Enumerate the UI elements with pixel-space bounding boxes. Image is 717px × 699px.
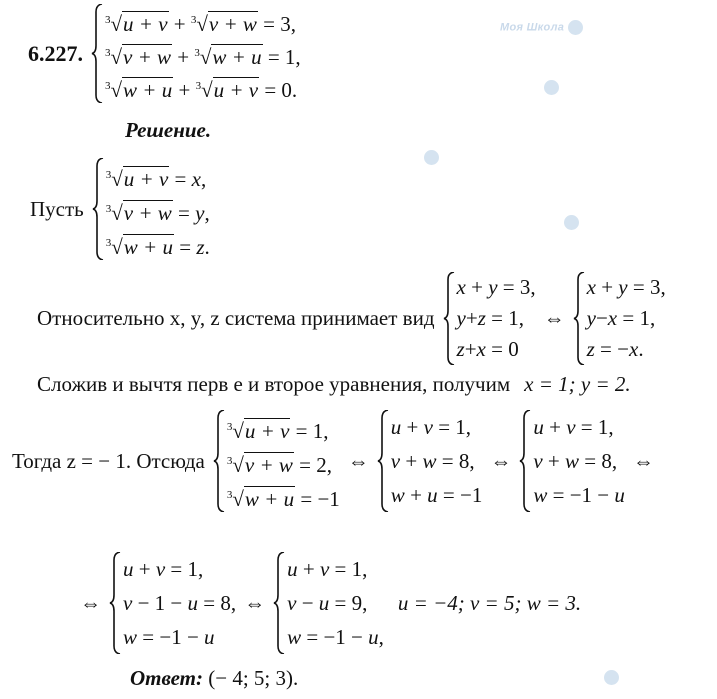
cube-root — [194, 37, 262, 74]
equation-text: . — [204, 235, 210, 259]
equation-text: = 8, — [198, 591, 237, 615]
equation-text: + — [543, 415, 567, 439]
equation-text: = 9, — [329, 591, 368, 615]
radicand: w + u — [123, 235, 173, 259]
then-system-2 — [377, 410, 483, 512]
then-system-3 — [519, 410, 625, 512]
equation-line — [106, 192, 210, 226]
equivalence-icon: ⇔ — [244, 590, 266, 615]
root-index: 3 — [105, 80, 111, 92]
variable: u — [390, 415, 402, 439]
watermark-brand: Моя Школа — [500, 21, 565, 34]
answer-label: Ответ: — [130, 666, 203, 690]
equation-lines — [587, 272, 666, 365]
equation-line — [457, 272, 536, 303]
then-row — [12, 410, 654, 512]
variable: x — [607, 306, 618, 330]
equation-text: = 2, — [293, 453, 333, 477]
watermark-logo-icon — [424, 150, 439, 165]
equation-line — [391, 410, 483, 444]
equation-line — [123, 620, 236, 654]
equation-line — [533, 444, 625, 478]
relative-text: Относительно x, y, z система принимает вид — [37, 306, 435, 330]
root-index: 3 — [105, 169, 112, 181]
equation-text: = 1, — [485, 306, 524, 330]
root-index: 3 — [226, 489, 233, 501]
final-result: u = −4; v = 5; w = 3. — [397, 590, 582, 615]
equation-text: + — [173, 78, 196, 102]
equation-text: + — [400, 449, 423, 473]
equation-text: = 0 — [485, 337, 519, 361]
brace-icon — [573, 272, 585, 365]
equation-text: + — [464, 337, 477, 361]
equation-lines — [227, 410, 340, 512]
radicand: v + w — [208, 12, 257, 36]
variable: x — [586, 275, 596, 299]
cube-root — [105, 70, 173, 107]
equation-line — [457, 303, 536, 334]
equation-line — [587, 303, 666, 334]
radicand: u + v — [123, 167, 169, 191]
brace-icon — [91, 4, 103, 103]
variable: v — [123, 591, 133, 615]
variable: x — [456, 275, 466, 299]
equation-text: = 0. — [259, 78, 298, 102]
equation-text: = 8, — [436, 449, 475, 473]
equation-lines — [391, 410, 483, 512]
equivalence-icon: ⇔ — [347, 448, 369, 473]
brace-icon — [519, 410, 531, 512]
equation-text: = 1, — [329, 557, 368, 581]
relative-system-2 — [573, 272, 666, 365]
equation-line — [391, 478, 483, 512]
equation-text: + — [168, 12, 191, 36]
solution-heading: Решение. — [125, 118, 212, 142]
then-text: Тогда z = − 1. Отсюда — [12, 448, 205, 473]
equation-lines — [105, 4, 301, 103]
equation-line — [106, 158, 210, 192]
equation-text: = 1, — [262, 45, 301, 69]
equation-text: + — [595, 275, 619, 299]
equation-text: + — [404, 483, 428, 507]
equation-text: = 8, — [579, 449, 618, 473]
variable: z — [196, 235, 205, 259]
variable: u — [614, 483, 625, 507]
variable: u — [287, 557, 298, 581]
equivalence-icon: ⇔ — [632, 448, 654, 473]
equation-line — [287, 552, 384, 586]
brace-icon — [443, 272, 455, 365]
substitution-label: Пусть — [30, 196, 84, 221]
watermark-logo-icon — [564, 215, 579, 230]
brace-icon — [213, 410, 225, 512]
equivalence-icon: ⇔ — [80, 590, 101, 615]
variable: y — [618, 275, 628, 299]
equation-text: = 3, — [497, 275, 536, 299]
variable: y — [586, 306, 596, 330]
variable: u — [318, 591, 330, 615]
equation-line — [227, 410, 340, 444]
radical-icon: √ — [111, 201, 123, 225]
watermark — [420, 150, 443, 165]
problem-row — [28, 4, 301, 103]
equation-text: − — [296, 591, 319, 615]
substitution-system — [92, 158, 210, 260]
equation-line — [105, 37, 301, 70]
equation-line — [106, 226, 210, 260]
watermark — [560, 215, 583, 230]
variable: y — [195, 201, 205, 225]
equation-text: + — [465, 306, 478, 330]
watermark-logo-icon — [544, 80, 559, 95]
watermark — [540, 80, 563, 95]
variable: z — [456, 337, 465, 361]
equation-text: = 1, — [432, 415, 472, 439]
radicand: w + u — [123, 78, 173, 102]
cube-root — [227, 478, 295, 516]
combine-text: Сложив и вычтя перв е и второе уравнения, получим — [37, 372, 511, 396]
variable: u — [427, 483, 438, 507]
problem-number: 6.227. — [28, 40, 83, 66]
radical-icon: √ — [232, 487, 244, 511]
root-index: 3 — [105, 203, 112, 215]
equation-line — [587, 334, 666, 365]
radicand: u + v — [123, 12, 168, 36]
radical-icon: √ — [110, 12, 123, 36]
variable: v — [533, 449, 543, 473]
equation-line — [287, 586, 384, 620]
watermark — [600, 670, 623, 685]
equation-text: + — [401, 415, 424, 439]
variable: w — [287, 625, 302, 649]
radicand: v + w — [123, 45, 172, 69]
equation-text: = −1 − — [547, 483, 615, 507]
equation-line — [587, 272, 666, 303]
radical-icon: √ — [201, 78, 213, 102]
cube-root — [227, 444, 294, 482]
equation-text: = 1, — [575, 415, 614, 439]
equation-text: , — [204, 201, 210, 225]
equation-line — [227, 478, 340, 512]
cube-root — [227, 410, 291, 448]
equation-text: − — [595, 306, 608, 330]
equation-text: = 1, — [290, 419, 329, 443]
equation-line — [123, 552, 236, 586]
equation-text: = 1, — [617, 306, 656, 330]
root-index: 3 — [226, 421, 233, 433]
variable: v — [390, 449, 401, 473]
final-system-2 — [273, 552, 384, 654]
relative-system-1 — [443, 272, 536, 365]
variable: z — [586, 337, 595, 361]
equation-text: = −1 − — [301, 625, 369, 649]
root-index: 3 — [195, 80, 202, 92]
equation-lines — [123, 552, 236, 654]
variable: w — [533, 483, 548, 507]
variable: v — [319, 557, 330, 581]
cube-root — [105, 37, 172, 74]
radical-icon: √ — [232, 419, 244, 443]
variable: y — [488, 275, 498, 299]
equation-line — [105, 70, 301, 103]
brace-icon — [273, 552, 285, 654]
equation-line — [457, 334, 536, 365]
equation-line — [123, 586, 236, 620]
equation-text: = — [172, 201, 196, 225]
cube-root — [191, 4, 258, 41]
equation-text: + — [297, 557, 320, 581]
equation-text: = — [169, 167, 192, 191]
variable: w — [422, 449, 437, 473]
variable: w — [565, 449, 580, 473]
cube-root — [106, 226, 174, 264]
root-index: 3 — [105, 14, 111, 26]
cube-root — [106, 158, 170, 196]
brace-icon — [92, 158, 104, 260]
equation-text: + — [172, 45, 195, 69]
variable: w — [123, 625, 138, 649]
equation-line — [391, 444, 483, 478]
equation-lines — [106, 158, 210, 260]
equation-line — [533, 478, 625, 512]
equation-lines — [287, 552, 384, 654]
variable: z — [477, 306, 486, 330]
variable: x — [476, 337, 486, 361]
equation-text: = — [173, 235, 197, 259]
equation-text: = − — [594, 337, 629, 361]
equation-text: , — [378, 625, 384, 649]
equation-text: . — [638, 337, 644, 361]
variable: w — [390, 483, 405, 507]
equivalence-icon: ⇔ — [543, 306, 565, 330]
radicand: w + u — [244, 487, 295, 511]
equation-lines — [457, 272, 536, 365]
final-row — [80, 552, 581, 654]
equation-text: = 3, — [627, 275, 666, 299]
variable: x — [628, 337, 639, 361]
equation-text: = 3, — [257, 12, 296, 36]
radicand: w + u — [212, 45, 262, 69]
radicand: u + v — [244, 419, 290, 443]
variable: u — [187, 591, 199, 615]
variable: v — [155, 557, 166, 581]
variable: y — [456, 306, 466, 330]
variable: u — [204, 625, 215, 649]
watermark-logo-icon — [604, 670, 619, 685]
variable: v — [423, 415, 433, 439]
radical-icon: √ — [199, 45, 212, 69]
watermark — [500, 20, 587, 35]
variable: v — [287, 591, 297, 615]
equation-text: + — [465, 275, 489, 299]
then-system-1 — [213, 410, 340, 512]
equation-line — [533, 410, 625, 444]
equivalence-icon: ⇔ — [490, 448, 512, 473]
radicand: v + w — [123, 201, 172, 225]
root-index: 3 — [190, 14, 197, 26]
variable: u — [123, 557, 134, 581]
watermark-logo-icon — [568, 20, 583, 35]
brace-icon — [377, 410, 389, 512]
radical-icon: √ — [232, 453, 244, 477]
answer-value: (− 4; 5; 3). — [208, 666, 299, 690]
radical-icon: √ — [110, 78, 123, 102]
equation-text: + — [542, 449, 566, 473]
variable: v — [566, 415, 576, 439]
final-system-1 — [109, 552, 236, 654]
root-index: 3 — [226, 455, 233, 467]
equation-text: + — [133, 557, 156, 581]
radical-icon: √ — [111, 167, 123, 191]
radical-icon: √ — [196, 12, 208, 36]
equation-text: = −1 — [437, 483, 483, 507]
radicand: v + w — [244, 453, 293, 477]
radical-icon: √ — [110, 45, 123, 69]
variable: x — [191, 167, 201, 191]
radical-icon: √ — [111, 235, 123, 259]
problem-system — [91, 4, 301, 103]
cube-root — [196, 70, 260, 107]
radicand: u + v — [213, 78, 259, 102]
equation-line — [287, 620, 384, 654]
substitution-row — [30, 158, 210, 260]
answer — [130, 666, 298, 691]
combine-result: x = 1; y = 2. — [524, 372, 631, 396]
combine-row — [37, 372, 631, 397]
equation-text: = 1, — [165, 557, 204, 581]
root-index: 3 — [105, 237, 112, 249]
variable: u — [368, 625, 379, 649]
root-index: 3 — [194, 47, 200, 59]
equation-text: , — [200, 167, 207, 191]
equation-text: = −1 − — [137, 625, 205, 649]
equation-line — [105, 4, 301, 37]
cube-root — [105, 4, 169, 41]
brace-icon — [109, 552, 121, 654]
equation-line — [227, 444, 340, 478]
equation-lines — [533, 410, 625, 512]
relative-row — [37, 272, 666, 365]
root-index: 3 — [105, 47, 111, 59]
cube-root — [106, 192, 173, 230]
variable: u — [533, 415, 544, 439]
equation-text: = −1 — [295, 487, 340, 511]
equation-text: − 1 − — [132, 591, 188, 615]
